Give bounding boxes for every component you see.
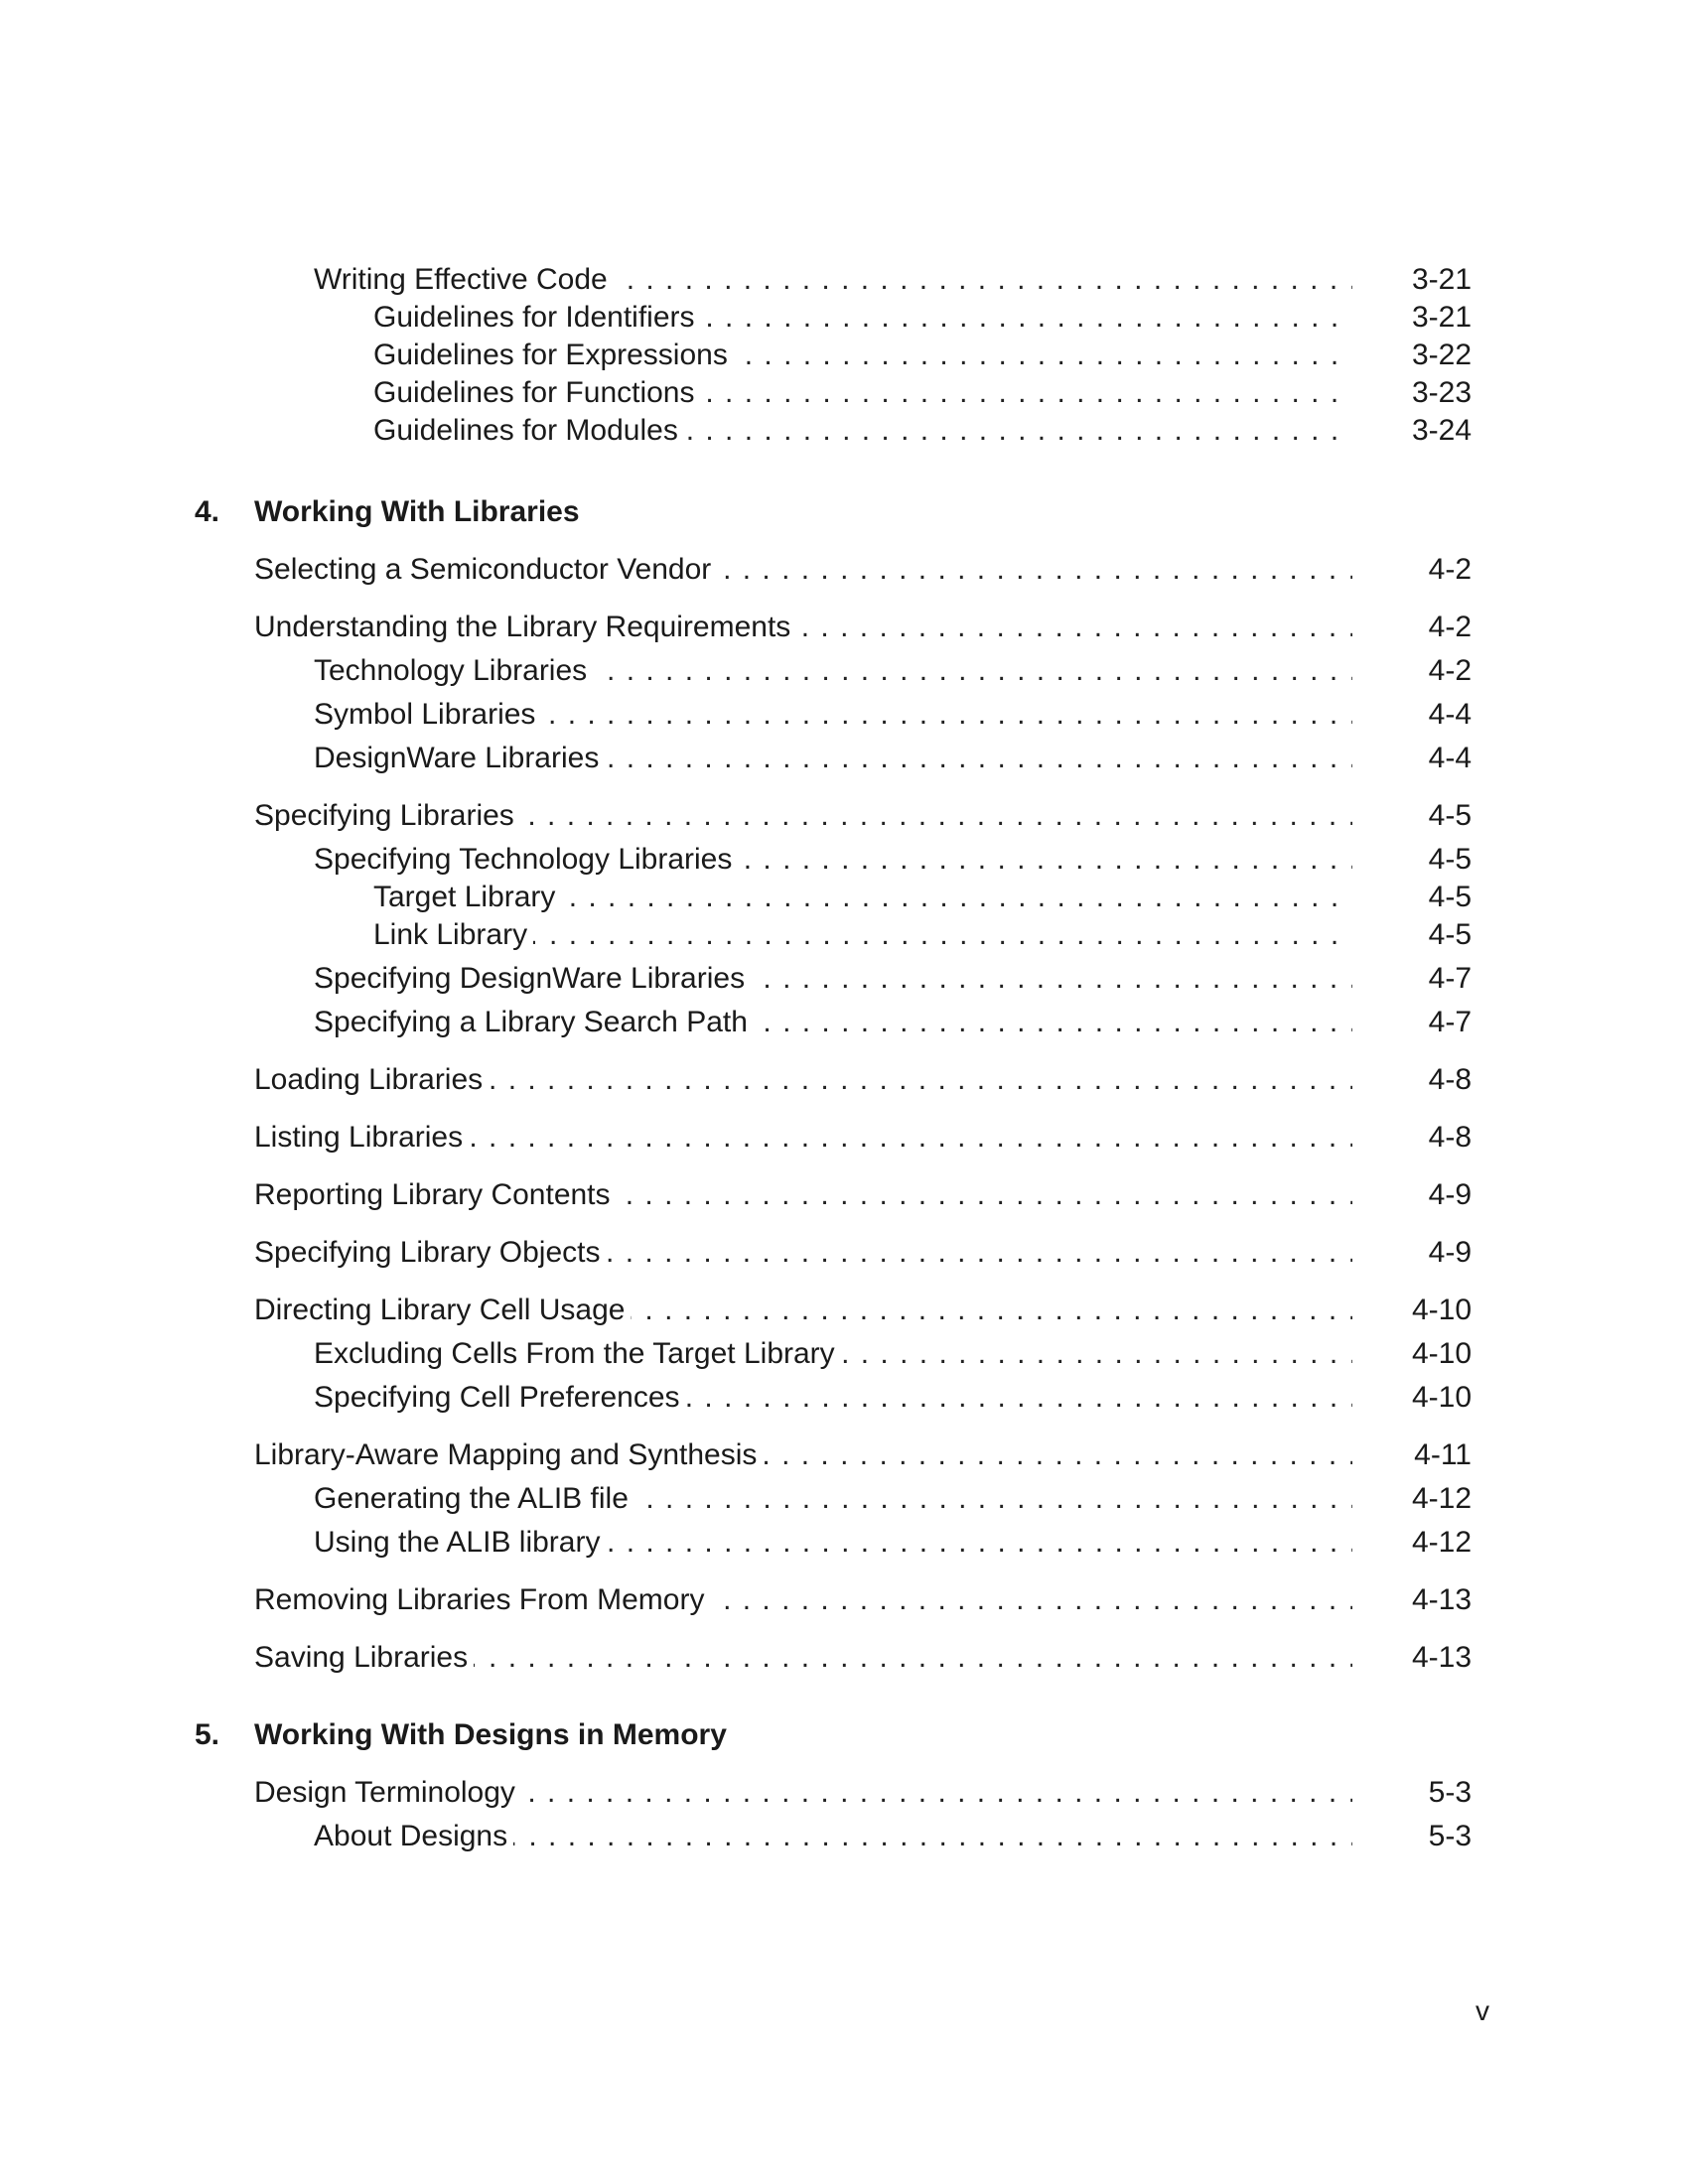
footer-page-number: v [1476,1995,1489,2026]
toc-page-number: 3-23 [1411,376,1472,409]
toc-entry[interactable] [254,1638,1352,1678]
toc-entry-title: Target Library [373,878,561,917]
toc-page-number: 5-3 [1428,1820,1472,1852]
toc-page-number: 4-5 [1428,843,1472,876]
toc-entry[interactable] [314,1523,1352,1563]
chapter-heading-4[interactable] [195,492,989,532]
toc-entry-title: About Designs [314,1817,513,1856]
toc-page-number: 4-2 [1428,553,1472,586]
toc-entry-title: Removing Libraries From Memory [254,1580,710,1620]
toc-entry-title: Specifying Cell Preferences [314,1378,686,1418]
toc-entry[interactable] [314,651,1352,691]
chapter-number: 4. [195,495,220,528]
toc-entry-title: Design Terminology [254,1773,521,1813]
toc-page-number: 4-5 [1428,918,1472,951]
toc-page-number: 4-12 [1411,1526,1472,1559]
toc-page-number: 4-13 [1411,1641,1472,1674]
toc-entry-title: Directing Library Cell Usage [254,1291,631,1330]
chapter-number: 5. [195,1718,220,1751]
toc-entry[interactable] [254,1060,1352,1100]
toc-entry[interactable] [314,1378,1352,1418]
toc-page-number: 5-3 [1428,1776,1472,1809]
toc-page-number: 4-10 [1411,1337,1472,1370]
toc-entry-title: Specifying Technology Libraries [314,840,738,880]
toc-page-number: 3-22 [1411,339,1472,371]
toc-page-number: 4-10 [1411,1381,1472,1414]
toc-entry[interactable] [314,260,1352,300]
toc-page-number: 4-4 [1428,698,1472,731]
toc-entry-title: Symbol Libraries [314,695,541,735]
toc-entry-title: Loading Libraries [254,1060,489,1100]
toc-page-number: 3-24 [1411,414,1472,447]
toc-entry[interactable] [373,373,1352,413]
toc-entry-title: Guidelines for Identifiers [373,298,701,338]
toc-entry[interactable] [314,959,1352,999]
toc-entry[interactable] [373,336,1352,375]
toc-entry-title: Guidelines for Functions [373,373,701,413]
toc-entry-title: DesignWare Libraries [314,739,605,778]
toc-entry[interactable] [254,796,1352,836]
toc-entry[interactable] [314,1334,1352,1374]
toc-page-number: 4-9 [1428,1236,1472,1269]
toc-entry-title: Specifying Libraries [254,796,520,836]
toc-entry[interactable] [314,840,1352,880]
chapter-heading-5[interactable] [195,1715,1088,1755]
toc-entry-title: Technology Libraries [314,651,593,691]
toc-entry[interactable] [373,878,1352,917]
toc-entry-title: Specifying Library Objects [254,1233,607,1273]
toc-entry-title: Using the ALIB library [314,1523,606,1563]
toc-page-number: 3-21 [1411,263,1472,296]
toc-entry-title: Specifying a Library Search Path [314,1003,754,1042]
toc-page-number: 4-7 [1428,962,1472,995]
toc-entry[interactable] [373,915,1352,955]
toc-page-number: 4-2 [1428,654,1472,687]
toc-entry[interactable] [254,550,1352,590]
toc-page-number: 4-11 [1414,1438,1472,1471]
toc-entry[interactable] [254,608,1352,647]
toc-entry-title: Link Library [373,915,533,955]
toc-entry-title: Guidelines for Expressions [373,336,734,375]
toc-page-number: 4-8 [1428,1063,1472,1096]
toc-entry[interactable] [254,1118,1352,1158]
toc-entry-title: Listing Libraries [254,1118,469,1158]
toc-page-number: 3-21 [1411,301,1472,334]
toc-entry[interactable] [254,1291,1352,1330]
chapter-title: Working With Libraries [254,495,580,528]
toc-entry[interactable] [373,411,1352,451]
toc-entry[interactable] [373,298,1352,338]
toc-entry[interactable] [314,1479,1352,1519]
toc-page-number: 4-8 [1428,1121,1472,1154]
toc-page-number: 4-7 [1428,1006,1472,1038]
toc-entry[interactable] [254,1435,1352,1475]
toc-page-number: 4-10 [1411,1294,1472,1326]
toc-entry[interactable] [254,1580,1352,1620]
toc-entry-title: Guidelines for Modules [373,411,684,451]
toc-entry[interactable] [314,1003,1352,1042]
toc-entry-title: Library-Aware Mapping and Synthesis [254,1435,763,1475]
toc-entry-title: Understanding the Library Requirements [254,608,796,647]
toc-entry-title: Saving Libraries [254,1638,474,1678]
toc-page-number: 4-9 [1428,1178,1472,1211]
toc-page-number: 4-5 [1428,881,1472,913]
toc-entry-title: Selecting a Semiconductor Vendor [254,550,717,590]
toc-page-number: 4-2 [1428,611,1472,643]
toc-entry-title: Reporting Library Contents [254,1175,617,1215]
toc-entry-title: Writing Effective Code [314,260,614,300]
toc-entry[interactable] [254,1773,1352,1813]
toc-entry[interactable] [254,1175,1352,1215]
toc-entry[interactable] [254,1233,1352,1273]
toc-entry[interactable] [314,695,1352,735]
toc-entry[interactable] [314,739,1352,778]
toc-entry-title: Excluding Cells From the Target Library [314,1334,841,1374]
toc-entry-title: Generating the ALIB file [314,1479,634,1519]
toc-entry[interactable] [314,1817,1352,1856]
chapter-title: Working With Designs in Memory [254,1718,727,1751]
toc-page-number: 4-13 [1411,1583,1472,1616]
toc-entry-title: Specifying DesignWare Libraries [314,959,751,999]
toc-page-number: 4-5 [1428,799,1472,832]
toc-page-number: 4-12 [1411,1482,1472,1515]
toc-page-number: 4-4 [1428,742,1472,774]
